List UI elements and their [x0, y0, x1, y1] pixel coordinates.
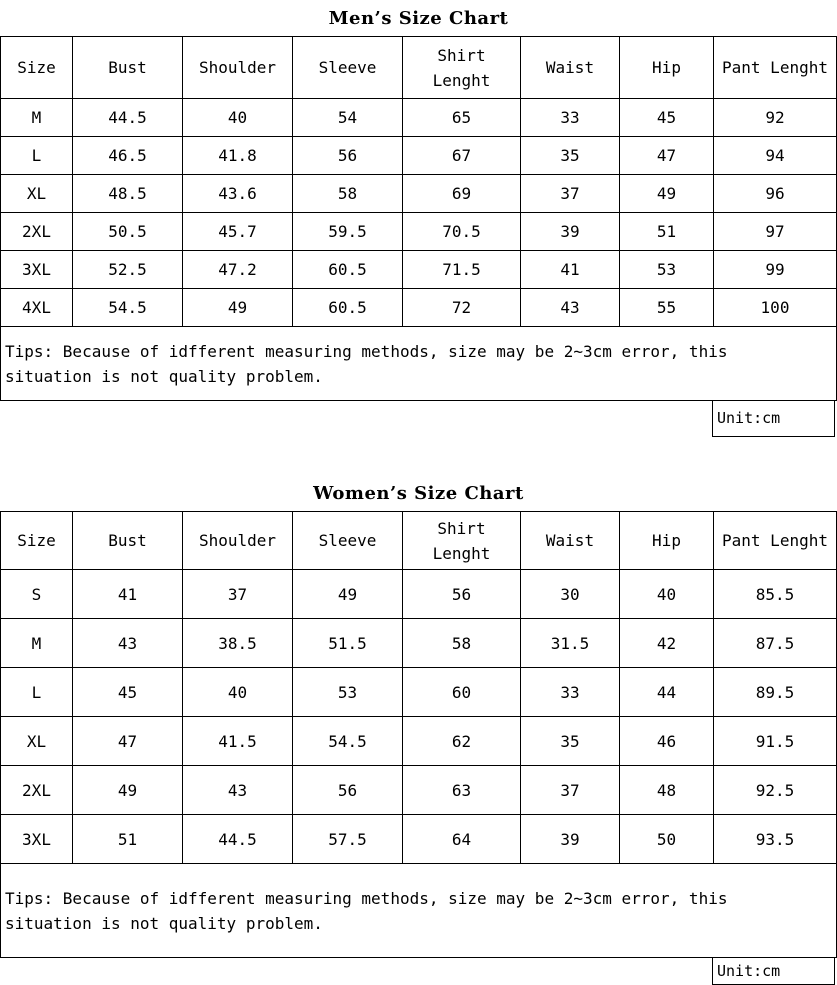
measurement-cell: 49	[293, 570, 403, 619]
table-row	[1, 99, 837, 137]
measurement-cell: 92	[714, 99, 837, 137]
measurement-cell: 57.5	[293, 815, 403, 864]
tips-line: Tips: Because of idfferent measuring methods, size may be 2~3cm error, this	[5, 888, 728, 908]
measurement-cell: 44.5	[73, 99, 183, 137]
table-row	[1, 175, 837, 213]
column-header: Size	[1, 37, 73, 99]
women-unit-label: Unit:cm	[712, 958, 835, 985]
measurement-cell: 41.8	[183, 137, 293, 175]
measurement-cell: 92.5	[714, 766, 837, 815]
table-row	[1, 289, 837, 327]
measurement-cell: 48.5	[73, 175, 183, 213]
tips-row	[1, 864, 837, 958]
measurement-cell: 47.2	[183, 251, 293, 289]
measurement-cell: 49	[620, 175, 714, 213]
measurement-cell: 48	[620, 766, 714, 815]
size-cell: M	[1, 619, 73, 668]
table-row	[1, 619, 837, 668]
measurement-cell: 33	[521, 668, 620, 717]
table-row	[1, 815, 837, 864]
size-cell: 2XL	[1, 766, 73, 815]
table-row	[1, 251, 837, 289]
women-chart-title: Women’s Size Chart	[313, 483, 524, 504]
men-chart-title: Men’s Size Chart	[328, 8, 509, 29]
size-cell: 3XL	[1, 251, 73, 289]
measurement-cell: 44	[620, 668, 714, 717]
measurement-cell: 53	[293, 668, 403, 717]
measurement-cell: 100	[714, 289, 837, 327]
measurement-cell: 54.5	[293, 717, 403, 766]
table-row	[1, 570, 837, 619]
column-header: Pant Lenght	[714, 512, 837, 570]
header-row	[1, 37, 837, 99]
measurement-cell: 31.5	[521, 619, 620, 668]
measurement-cell: 51.5	[293, 619, 403, 668]
measurement-cell: 44.5	[183, 815, 293, 864]
measurement-cell: 55	[620, 289, 714, 327]
measurement-cell: 60.5	[293, 289, 403, 327]
column-header: Hip	[620, 37, 714, 99]
size-cell: 3XL	[1, 815, 73, 864]
measurement-cell: 38.5	[183, 619, 293, 668]
size-cell: 4XL	[1, 289, 73, 327]
size-cell: L	[1, 137, 73, 175]
size-cell: XL	[1, 717, 73, 766]
measurement-cell: 64	[403, 815, 521, 864]
size-cell: 2XL	[1, 213, 73, 251]
measurement-cell: 54	[293, 99, 403, 137]
size-cell: M	[1, 99, 73, 137]
column-header: Size	[1, 512, 73, 570]
measurement-cell: 51	[73, 815, 183, 864]
column-header: Sleeve	[293, 512, 403, 570]
measurement-cell: 43	[183, 766, 293, 815]
measurement-cell: 56	[403, 570, 521, 619]
measurement-cell: 56	[293, 766, 403, 815]
column-header: Hip	[620, 512, 714, 570]
measurement-cell: 45	[620, 99, 714, 137]
measurement-cell: 43.6	[183, 175, 293, 213]
tips-line: situation is not quality problem.	[5, 913, 323, 933]
table-row	[1, 213, 837, 251]
measurement-cell: 97	[714, 213, 837, 251]
measurement-cell: 45	[73, 668, 183, 717]
measurement-cell: 63	[403, 766, 521, 815]
column-header: Pant Lenght	[714, 37, 837, 99]
measurement-cell: 49	[183, 289, 293, 327]
measurement-cell: 37	[521, 175, 620, 213]
measurement-cell: 67	[403, 137, 521, 175]
column-header: Shirt Lenght	[403, 512, 521, 570]
measurement-cell: 50	[620, 815, 714, 864]
measurement-cell: 42	[620, 619, 714, 668]
header-row	[1, 512, 837, 570]
measurement-cell: 41	[521, 251, 620, 289]
size-cell: L	[1, 668, 73, 717]
measurement-cell: 99	[714, 251, 837, 289]
measurement-cell: 54.5	[73, 289, 183, 327]
measurement-cell: 56	[293, 137, 403, 175]
measurement-cell: 39	[521, 815, 620, 864]
measurement-cell: 41.5	[183, 717, 293, 766]
measurement-cell: 41	[73, 570, 183, 619]
column-header: Shoulder	[183, 512, 293, 570]
size-cell: XL	[1, 175, 73, 213]
table-row	[1, 137, 837, 175]
measurement-cell: 96	[714, 175, 837, 213]
column-header: Bust	[73, 512, 183, 570]
measurement-cell: 71.5	[403, 251, 521, 289]
measurement-cell: 40	[183, 668, 293, 717]
tips-line: situation is not quality problem.	[5, 366, 323, 386]
women-size-table	[0, 511, 837, 958]
measurement-cell: 62	[403, 717, 521, 766]
table-row	[1, 717, 837, 766]
measurement-cell: 70.5	[403, 213, 521, 251]
measurement-cell: 40	[183, 99, 293, 137]
men-size-table	[0, 36, 837, 401]
measurement-cell: 37	[521, 766, 620, 815]
size-cell: S	[1, 570, 73, 619]
measurement-cell: 91.5	[714, 717, 837, 766]
measurement-cell: 46.5	[73, 137, 183, 175]
measurement-cell: 65	[403, 99, 521, 137]
tips-note	[1, 327, 837, 401]
column-header: Shoulder	[183, 37, 293, 99]
measurement-cell: 87.5	[714, 619, 837, 668]
measurement-cell: 47	[73, 717, 183, 766]
measurement-cell: 35	[521, 717, 620, 766]
measurement-cell: 43	[73, 619, 183, 668]
tips-line: Tips: Because of idfferent measuring methods, size may be 2~3cm error, this	[5, 341, 728, 361]
measurement-cell: 52.5	[73, 251, 183, 289]
measurement-cell: 53	[620, 251, 714, 289]
measurement-cell: 89.5	[714, 668, 837, 717]
measurement-cell: 50.5	[73, 213, 183, 251]
measurement-cell: 37	[183, 570, 293, 619]
measurement-cell: 72	[403, 289, 521, 327]
measurement-cell: 69	[403, 175, 521, 213]
table-row	[1, 766, 837, 815]
table-row	[1, 668, 837, 717]
measurement-cell: 58	[293, 175, 403, 213]
measurement-cell: 39	[521, 213, 620, 251]
tips-note	[1, 864, 837, 958]
measurement-cell: 59.5	[293, 213, 403, 251]
measurement-cell: 58	[403, 619, 521, 668]
column-header: Shirt Lenght	[403, 37, 521, 99]
measurement-cell: 43	[521, 289, 620, 327]
men-unit-label: Unit:cm	[712, 401, 835, 437]
measurement-cell: 45.7	[183, 213, 293, 251]
measurement-cell: 30	[521, 570, 620, 619]
column-header: Waist	[521, 512, 620, 570]
measurement-cell: 33	[521, 99, 620, 137]
column-header: Waist	[521, 37, 620, 99]
column-header: Sleeve	[293, 37, 403, 99]
measurement-cell: 51	[620, 213, 714, 251]
measurement-cell: 94	[714, 137, 837, 175]
tips-row	[1, 327, 837, 401]
measurement-cell: 60.5	[293, 251, 403, 289]
measurement-cell: 47	[620, 137, 714, 175]
measurement-cell: 60	[403, 668, 521, 717]
measurement-cell: 93.5	[714, 815, 837, 864]
measurement-cell: 85.5	[714, 570, 837, 619]
measurement-cell: 49	[73, 766, 183, 815]
measurement-cell: 46	[620, 717, 714, 766]
column-header: Bust	[73, 37, 183, 99]
measurement-cell: 40	[620, 570, 714, 619]
measurement-cell: 35	[521, 137, 620, 175]
